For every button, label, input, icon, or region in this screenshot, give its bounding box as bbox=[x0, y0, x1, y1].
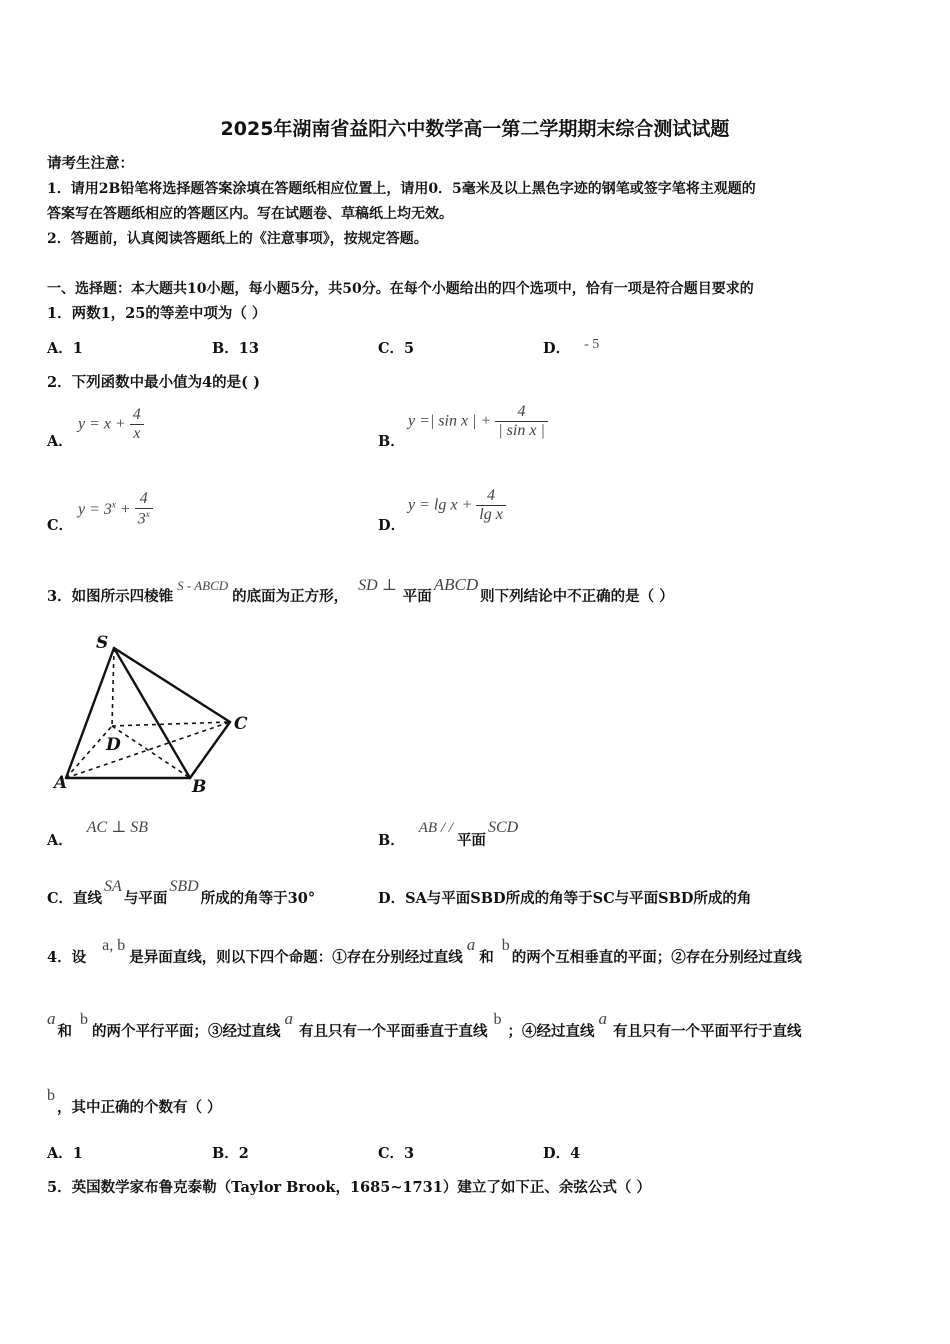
q4-option-a: A．1 bbox=[47, 1145, 83, 1162]
q2-option-c-label: C． bbox=[47, 517, 74, 534]
q1-option-b: B．13 bbox=[212, 340, 259, 357]
q1-stem: 1．两数1，25的等差中项为（ ） bbox=[47, 305, 267, 322]
q2-option-a-formula: y = x + $\frac{4}{x}$ bbox=[78, 406, 144, 443]
notice-line1: 1．请用2B铅笔将选择题答案涂填在答题纸相应位置上，请用0．5毫米及以上黑色字迹的钢笔或签字笔将主观题的 bbox=[47, 181, 756, 197]
q3-option-a: A．AC ⊥ SB bbox=[47, 819, 149, 849]
edge-dc bbox=[112, 722, 230, 726]
q2-option-b-label: B． bbox=[378, 433, 405, 450]
label-s: S bbox=[96, 633, 109, 653]
section-heading: 一、选择题：本大题共10小题，每小题5分，共50分。在每个小题给出的四个选项中，恰有一项是符合题目要求的 bbox=[47, 281, 754, 297]
q2-option-a-label: A． bbox=[47, 433, 73, 450]
label-c: C bbox=[234, 714, 248, 734]
q4-line2: a和b的两个平行平面；③经过直线a有且只有一个平面垂直于直线b；④经过直线a有且只有一个平面平行于直线 bbox=[47, 1009, 802, 1040]
q1-option-c: C．5 bbox=[378, 340, 415, 357]
q4-line3: b，其中正确的个数有（ ） bbox=[47, 1087, 222, 1116]
edge-sc bbox=[114, 648, 230, 722]
label-d: D bbox=[106, 735, 121, 755]
q2-option-b-formula: y =| sin x | + $\frac{4}{\text{| sin x |}}$ bbox=[408, 403, 548, 440]
q2-option-c-formula: $y = 3^x$ + $\frac{4}{3^x}$ bbox=[78, 490, 153, 528]
page-title: 2025年湖南省益阳六中数学高一第二学期期末综合测试试题 bbox=[220, 118, 730, 140]
diag-bd bbox=[112, 726, 190, 778]
q3-option-d: D．SA与平面SBD所成的角等于SC与平面SBD所成的角 bbox=[378, 890, 752, 907]
q3-stem: 3．如图所示四棱锥S - ABCD的底面为正方形，SD ⊥平面ABCD则下列结论中不正确的是（ ） bbox=[47, 575, 674, 605]
label-a: A bbox=[54, 773, 68, 793]
q2-option-d-label: D． bbox=[378, 517, 406, 534]
label-b: B bbox=[192, 777, 207, 797]
edge-sb bbox=[114, 648, 190, 778]
pyramid-figure bbox=[48, 628, 258, 798]
q1-option-d: D． - 5 bbox=[543, 337, 600, 357]
q3-option-b: B．AB / /平面SCD bbox=[378, 819, 519, 849]
edge-bc bbox=[190, 722, 230, 778]
q2-stem: 2．下列函数中最小值为4的是( ) bbox=[47, 374, 260, 391]
q1-option-a: A．1 bbox=[47, 340, 83, 357]
q4-line1: 4．设a, b是异面直线，则以下四个命题：①存在分别经过直线a和b的两个互相垂直的平面；②存在分别经过直线 bbox=[47, 935, 802, 966]
q3-option-c: C．直线SA与平面SBD所成的角等于30° bbox=[47, 878, 316, 907]
q2-option-d-formula: y = lg x + $\frac{4}{\text{lg x}}$ bbox=[408, 487, 506, 524]
notice-heading: 请考生注意： bbox=[47, 155, 134, 172]
notice-line2: 答案写在答题纸相应的答题区内。写在试题卷、草稿纸上均无效。 bbox=[47, 206, 453, 222]
q5-stem: 5．英国数学家布鲁克泰勒（Taylor Brook，1685~1731）建立了如下正、余弦公式（ ） bbox=[47, 1179, 651, 1196]
notice-line3: 2．答题前，认真阅读答题纸上的《注意事项》，按规定答题。 bbox=[47, 231, 428, 247]
edge-sd bbox=[112, 648, 114, 726]
edge-sa bbox=[66, 648, 114, 778]
q4-option-c: C．3 bbox=[378, 1145, 415, 1162]
q4-option-b: B．2 bbox=[212, 1145, 249, 1162]
q4-option-d: D．4 bbox=[543, 1145, 581, 1162]
